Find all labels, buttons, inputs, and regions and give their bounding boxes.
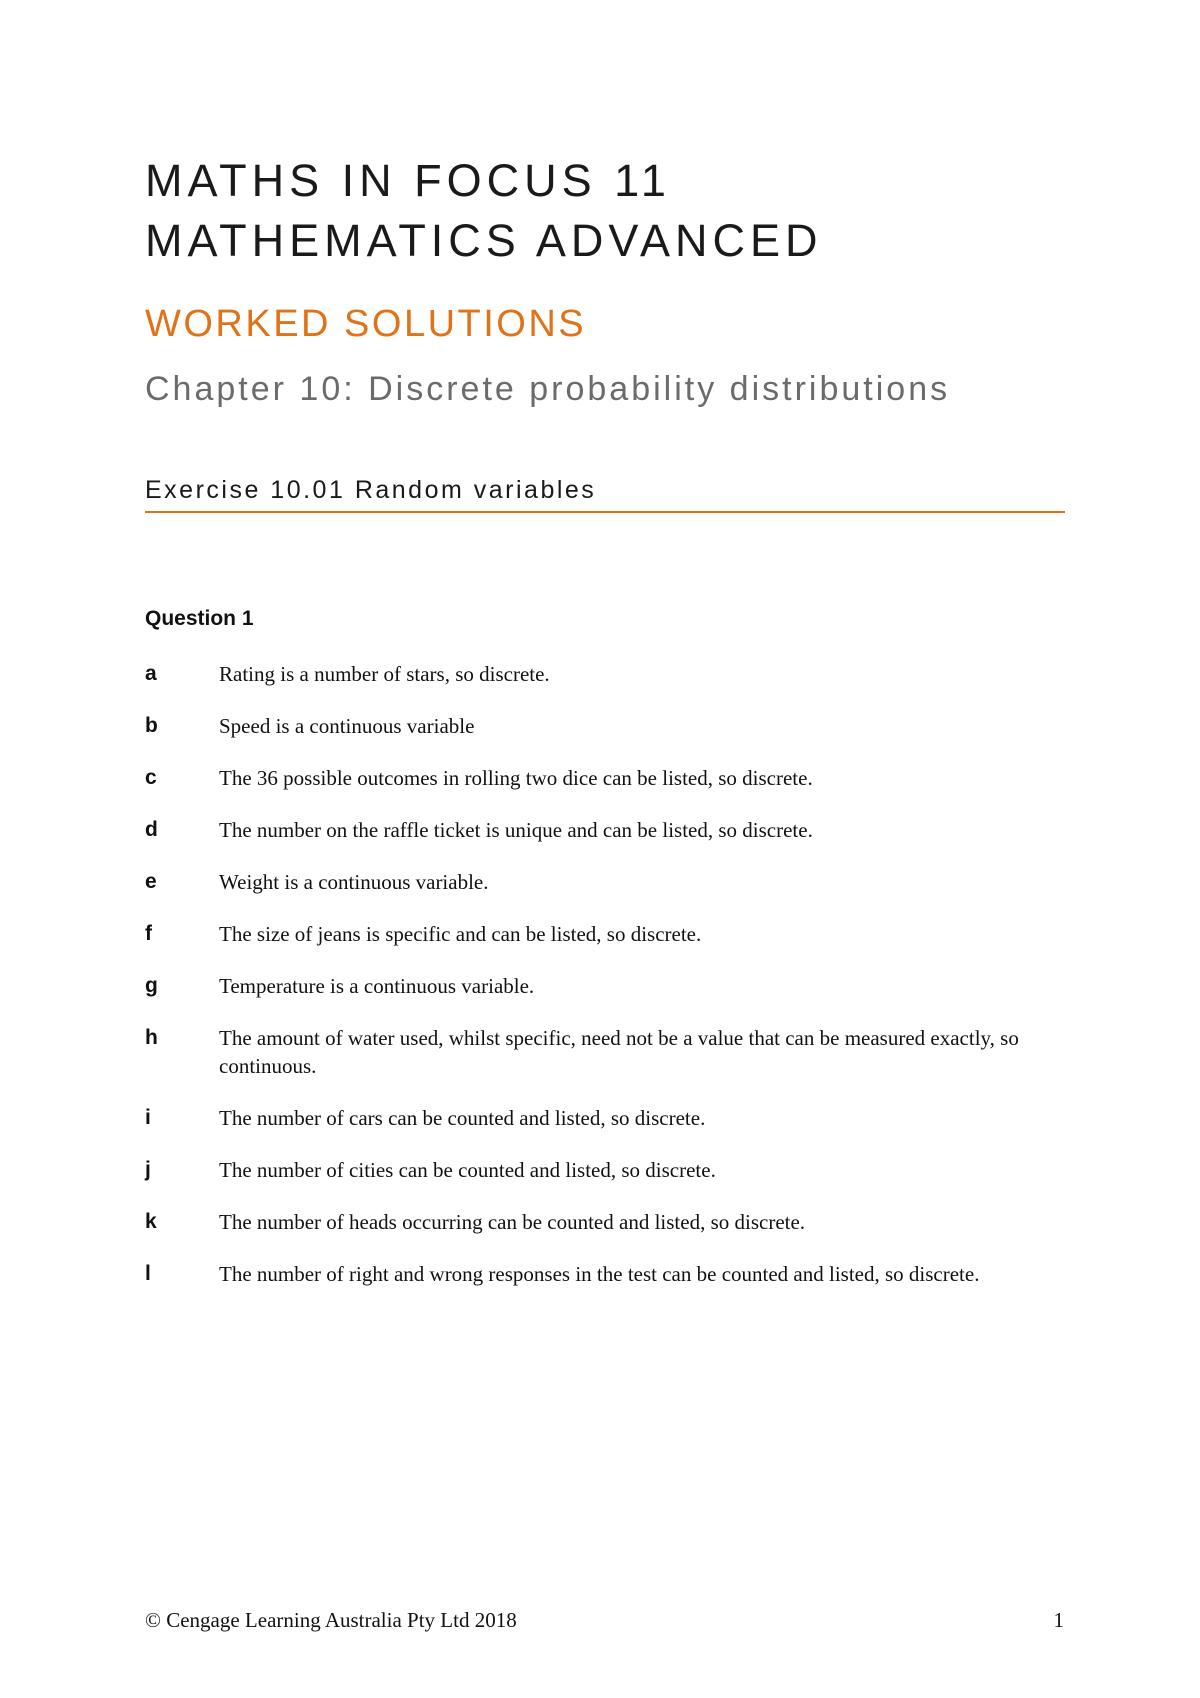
answer-text: The number on the raffle ticket is unique and can be listed, so discrete. <box>219 818 813 842</box>
answer-item <box>145 972 1065 1000</box>
answer-label: e <box>145 870 157 893</box>
answer-label: d <box>145 818 158 841</box>
answer-item <box>145 712 1065 740</box>
book-title-line-1: MATHS IN FOCUS 11 <box>145 155 671 206</box>
question-heading: Question 1 <box>145 607 254 630</box>
page-number: 1 <box>1053 1608 1064 1632</box>
copyright-footer: © Cengage Learning Australia Pty Ltd 2018 <box>145 1608 517 1632</box>
answer-text: The 36 possible outcomes in rolling two dice can be listed, so discrete. <box>219 766 813 790</box>
answer-list <box>145 660 1065 1312</box>
answer-text: Speed is a continuous variable <box>219 714 475 738</box>
answer-text: Rating is a number of stars, so discrete. <box>219 662 550 686</box>
answer-item <box>145 1104 1065 1132</box>
answer-item <box>145 868 1065 896</box>
answer-text: The number of heads occurring can be counted and listed, so discrete. <box>219 1210 806 1234</box>
answer-item <box>145 1156 1065 1184</box>
exercise-divider <box>145 511 1065 513</box>
answer-item <box>145 1260 1065 1288</box>
answer-text: Weight is a continuous variable. <box>219 870 489 894</box>
answer-item <box>145 920 1065 948</box>
chapter-heading: Chapter 10: Discrete probability distributions <box>145 370 951 408</box>
answer-item <box>145 660 1065 688</box>
answer-label: j <box>145 1158 151 1181</box>
answer-text: The number of cars can be counted and listed, so discrete. <box>219 1106 706 1130</box>
answer-label: a <box>145 662 157 685</box>
answer-label: h <box>145 1026 158 1049</box>
answer-item <box>145 1208 1065 1236</box>
answer-label: l <box>145 1262 151 1285</box>
answer-item <box>145 816 1065 844</box>
answer-label: k <box>145 1210 157 1233</box>
answer-text: The number of cities can be counted and listed, so discrete. <box>219 1158 716 1182</box>
answer-label: c <box>145 766 157 789</box>
answer-text: The size of jeans is specific and can be listed, so discrete. <box>219 922 702 946</box>
answer-item <box>145 1024 1065 1080</box>
answer-text: The amount of water used, whilst specific, need not be a value that can be measured exactly, so continuous. <box>219 1026 1019 1078</box>
answer-item <box>145 764 1065 792</box>
answer-label: b <box>145 714 158 737</box>
answer-label: i <box>145 1106 151 1129</box>
answer-text: The number of right and wrong responses in the test can be counted and listed, so discrete. <box>219 1262 980 1286</box>
answer-label: g <box>145 974 158 997</box>
answer-text: Temperature is a continuous variable. <box>219 974 535 998</box>
exercise-heading: Exercise 10.01 Random variables <box>145 476 597 504</box>
answer-label: f <box>145 922 152 945</box>
book-title-line-2: MATHEMATICS ADVANCED <box>145 215 823 266</box>
worked-solutions-heading: WORKED SOLUTIONS <box>145 303 587 345</box>
